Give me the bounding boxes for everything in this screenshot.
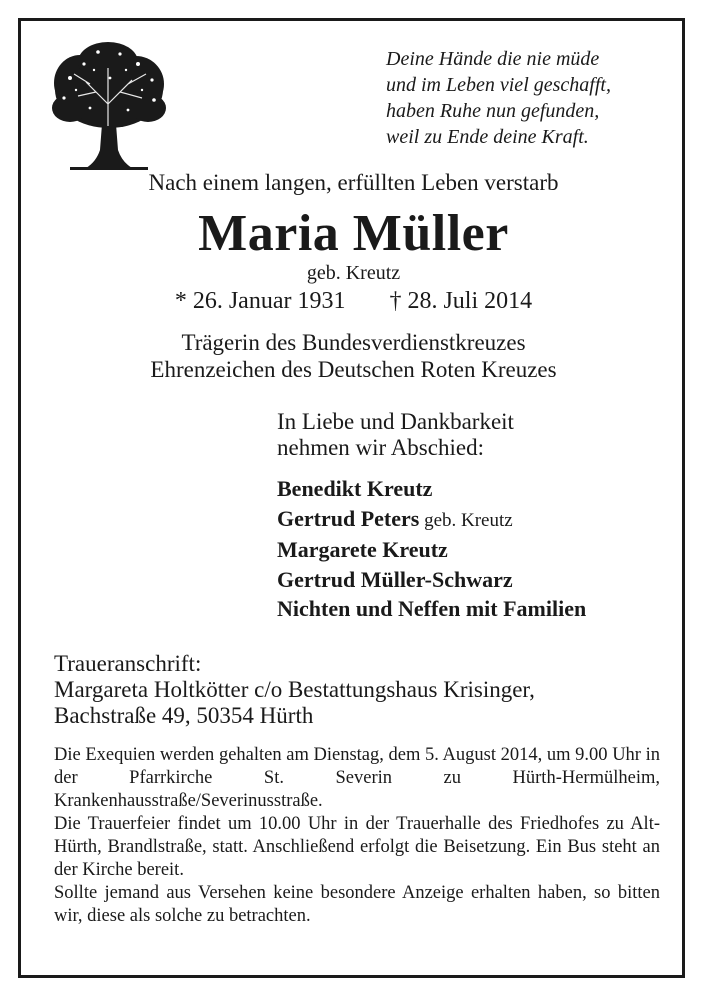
honor-line: Ehrenzeichen des Deutschen Roten Kreuzes: [150, 357, 557, 382]
maiden-name: geb. Kreutz: [306, 262, 401, 284]
birth-date: * 26. Januar 1931: [174, 288, 346, 314]
poem-line: weil zu Ende deine Kraft.: [386, 126, 589, 148]
list-item: [277, 535, 586, 565]
tree-icon: [50, 38, 168, 176]
poem-line: und im Leben viel geschafft,: [386, 74, 611, 96]
mourner-name: Nichten und Neffen mit Familien: [277, 596, 587, 621]
list-item: [277, 474, 586, 504]
mourner-list: [277, 474, 586, 624]
address-line: Margareta Holtkötter c/o Bestattungshaus Krisinger,: [54, 677, 535, 702]
mourner-name: Benedikt Kreutz: [277, 476, 433, 501]
poem-line: Deine Hände die nie müde: [386, 48, 600, 70]
mourner-name: Gertrud Müller-Schwarz: [277, 566, 513, 592]
trauerfeier-paragraph: Die Trauerfeier findet um 10.00 Uhr in der Trauerhalle des Friedhofes zu Alt-Hürth, Brandlstraße, statt. Anschließend erfolgt die Beisetzung. Ein Bus steht an der Kirche bereit.: [54, 814, 660, 880]
life-dates: [18, 288, 689, 315]
mourner-name: Margarete Kreutz: [277, 537, 448, 562]
mourner-name: Gertrud Peters: [277, 505, 420, 531]
deceased-name: Maria Müller: [198, 205, 509, 262]
address-label: Traueranschrift:: [54, 651, 202, 676]
mourning-address: [54, 651, 535, 729]
list-item: [277, 504, 586, 536]
death-date: † 28. Juli 2014: [389, 288, 533, 314]
address-line: Bachstraße 49, 50354 Hürth: [54, 703, 314, 728]
farewell-line: In Liebe und Dankbarkeit: [277, 409, 514, 434]
intro-text: Nach einem langen, erfüllten Leben verstarb: [148, 170, 559, 195]
honor-line: Trägerin des Bundesverdienstkreuzes: [181, 330, 526, 355]
exequien-paragraph: Die Exequien werden gehalten am Dienstag, dem 5. August 2014, um 9.00 Uhr in der Pfarrkirche St. Severin zu Hürth-Hermülheim, Krankenhausstraße/Severinusstraße.: [54, 745, 660, 811]
farewell-text: [277, 409, 514, 461]
poem-line: haben Ruhe nun gefunden,: [386, 100, 600, 122]
service-details: [54, 744, 660, 928]
notice-paragraph: Sollte jemand aus Versehen keine besondere Anzeige erhalten haben, so bitten wir, diese als solche zu betrachten.: [54, 883, 660, 926]
mourner-note: geb. Kreutz: [419, 509, 513, 531]
list-item: [277, 594, 586, 624]
list-item: [277, 565, 586, 595]
farewell-line: nehmen wir Abschied:: [277, 435, 484, 460]
memorial-poem: [386, 46, 676, 150]
